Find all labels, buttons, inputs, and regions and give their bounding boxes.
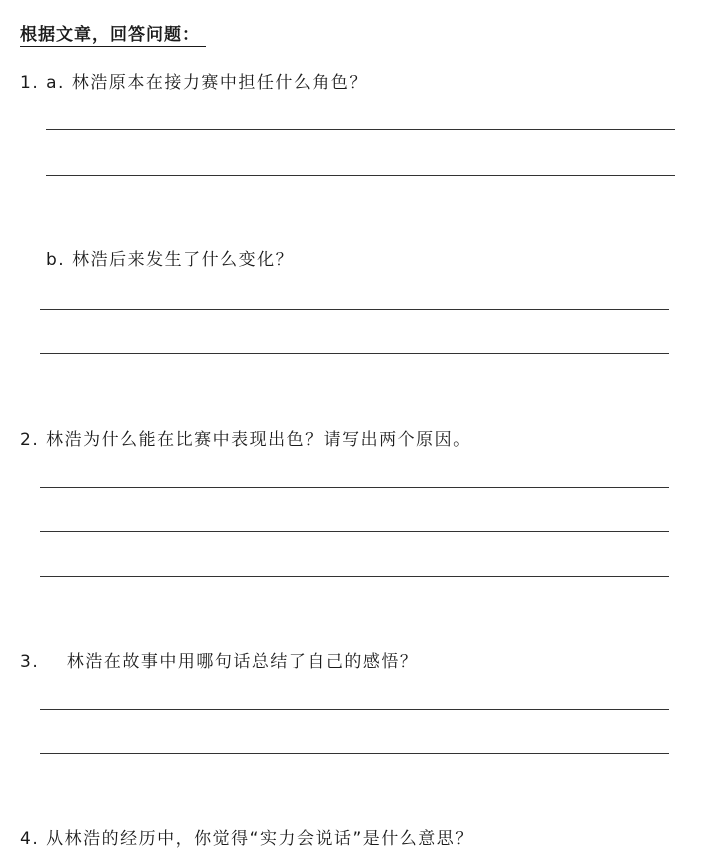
question-sub-label: b. [46, 250, 66, 270]
worksheet-heading: 根据文章，回答问题： [20, 20, 206, 47]
answer-line[interactable] [40, 309, 669, 310]
question-text: 林浩原本在接力赛中担任什么角色？ [71, 73, 368, 93]
answer-line[interactable] [40, 487, 669, 488]
question-sub-label: a. [46, 73, 65, 93]
question-number: 1. [20, 73, 40, 93]
question-2 [20, 425, 472, 450]
answer-line[interactable] [40, 576, 669, 577]
answer-line[interactable] [40, 531, 669, 532]
question-1b [46, 245, 294, 270]
question-text: 林浩在故事中用哪句话总结了自己的感悟？ [66, 652, 419, 672]
answer-line[interactable] [46, 129, 675, 130]
question-text: 从林浩的经历中，你觉得“实力会说话”是什么意思？ [46, 829, 474, 849]
answer-line[interactable] [40, 353, 669, 354]
question-text: 林浩后来发生了什么变化？ [72, 250, 295, 270]
question-number: 3. [20, 652, 40, 672]
answer-line[interactable] [40, 753, 669, 754]
question-number: 2. [20, 430, 40, 450]
question-number: 4. [20, 829, 40, 849]
question-text: 林浩为什么能在比赛中表现出色？请写出两个原因。 [46, 430, 472, 450]
answer-line[interactable] [40, 709, 669, 710]
question-4 [20, 824, 474, 849]
question-3 [20, 647, 418, 672]
question-1a [20, 68, 368, 93]
answer-line[interactable] [46, 175, 675, 176]
